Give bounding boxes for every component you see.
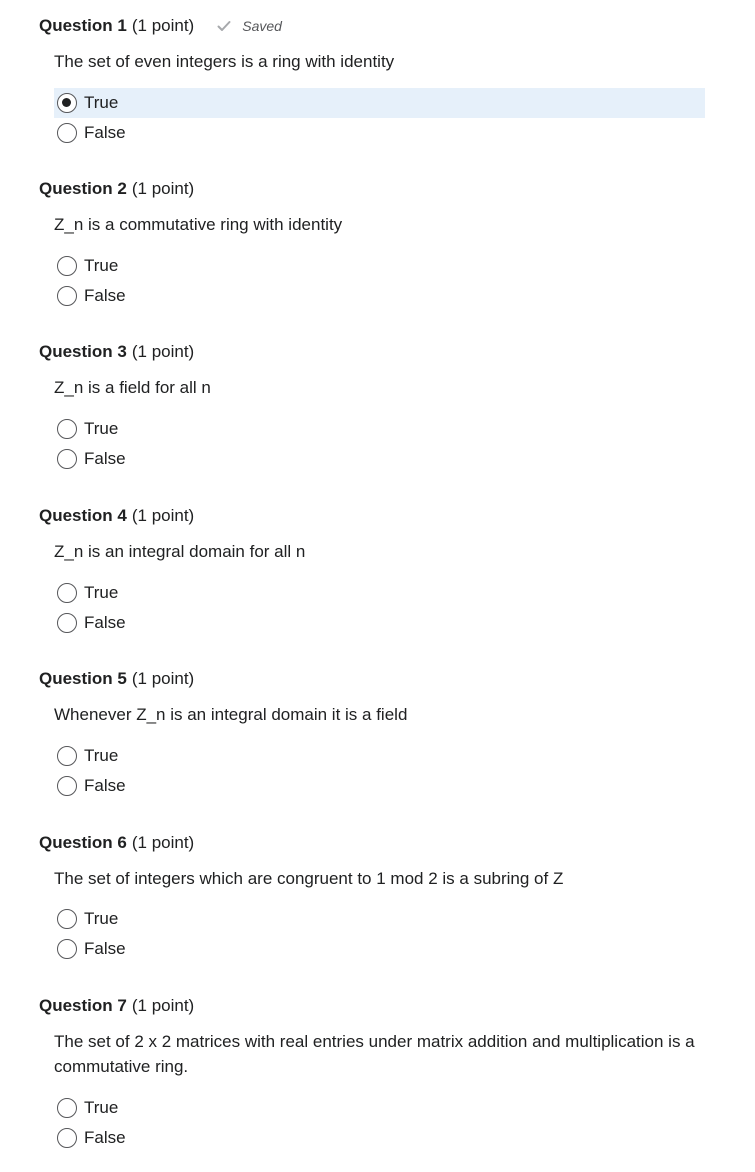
option-false[interactable]	[54, 118, 705, 148]
question-header	[39, 341, 194, 363]
radio-button[interactable]	[57, 419, 77, 439]
saved-status	[216, 15, 282, 37]
radio-button[interactable]	[57, 1098, 77, 1118]
question-header	[39, 995, 194, 1017]
answer-options	[54, 1093, 705, 1153]
option-false[interactable]	[54, 771, 705, 801]
option-true[interactable]	[54, 904, 705, 934]
radio-button[interactable]	[57, 123, 77, 143]
answer-options	[54, 251, 705, 311]
question-points: (1 point)	[131, 996, 195, 1015]
option-false[interactable]	[54, 608, 705, 638]
radio-button[interactable]	[57, 256, 77, 276]
question-text: The set of integers which are congruent to 1 mod 2 is a subring of Z	[54, 869, 564, 888]
question-points: (1 point)	[131, 16, 195, 35]
answer-options	[54, 904, 705, 964]
question-text: The set of 2 x 2 matrices with real entries under matrix addition and multiplication is a commutative ring.	[54, 1032, 695, 1076]
check-icon	[216, 18, 232, 34]
option-label: False	[84, 123, 126, 142]
option-label: True	[84, 419, 119, 438]
radio-button[interactable]	[57, 1128, 77, 1148]
option-label: False	[84, 286, 126, 305]
question-title: Question 3	[39, 342, 127, 361]
radio-button[interactable]	[57, 583, 77, 603]
option-label: True	[84, 256, 119, 275]
option-false[interactable]	[54, 444, 705, 474]
question-header	[39, 668, 194, 690]
question-title: Question 5	[39, 669, 127, 688]
question-points: (1 point)	[131, 179, 195, 198]
option-label: True	[84, 909, 119, 928]
radio-button[interactable]	[57, 93, 77, 113]
option-label: True	[84, 1098, 119, 1117]
question-text: Z_n is a field for all n	[54, 378, 211, 397]
question-points: (1 point)	[131, 506, 195, 525]
radio-button[interactable]	[57, 286, 77, 306]
question-header	[39, 178, 194, 200]
answer-options	[54, 578, 705, 638]
option-label: True	[84, 583, 119, 602]
option-label: False	[84, 613, 126, 632]
option-true[interactable]	[54, 741, 705, 771]
question-title: Question 4	[39, 506, 127, 525]
option-label: False	[84, 1128, 126, 1147]
radio-button[interactable]	[57, 449, 77, 469]
option-false[interactable]	[54, 934, 705, 964]
option-true[interactable]	[54, 88, 705, 118]
option-label: False	[84, 939, 126, 958]
option-false[interactable]	[54, 281, 705, 311]
option-true[interactable]	[54, 1093, 705, 1123]
question-title: Question 2	[39, 179, 127, 198]
question-title: Question 1	[39, 16, 127, 35]
answer-options	[54, 741, 705, 801]
question-title: Question 6	[39, 833, 127, 852]
question-header	[39, 832, 194, 854]
answer-options	[54, 88, 705, 148]
question-text: Z_n is a commutative ring with identity	[54, 215, 343, 234]
question-title: Question 7	[39, 996, 127, 1015]
option-label: True	[84, 746, 119, 765]
option-label: False	[84, 449, 126, 468]
option-label: False	[84, 776, 126, 795]
option-true[interactable]	[54, 414, 705, 444]
radio-button[interactable]	[57, 776, 77, 796]
saved-label: Saved	[242, 18, 282, 34]
radio-button[interactable]	[57, 939, 77, 959]
question-points: (1 point)	[131, 833, 195, 852]
option-false[interactable]	[54, 1123, 705, 1153]
question-header	[39, 505, 194, 527]
question-text: Z_n is an integral domain for all n	[54, 542, 306, 561]
question-points: (1 point)	[131, 669, 195, 688]
answer-options	[54, 414, 705, 474]
option-true[interactable]	[54, 578, 705, 608]
option-true[interactable]	[54, 251, 705, 281]
radio-button[interactable]	[57, 613, 77, 633]
question-text: The set of even integers is a ring with identity	[54, 52, 395, 71]
option-label: True	[84, 93, 119, 112]
question-points: (1 point)	[131, 342, 195, 361]
question-header	[39, 15, 282, 37]
radio-button[interactable]	[57, 909, 77, 929]
radio-button[interactable]	[57, 746, 77, 766]
question-text: Whenever Z_n is an integral domain it is a field	[54, 705, 408, 724]
